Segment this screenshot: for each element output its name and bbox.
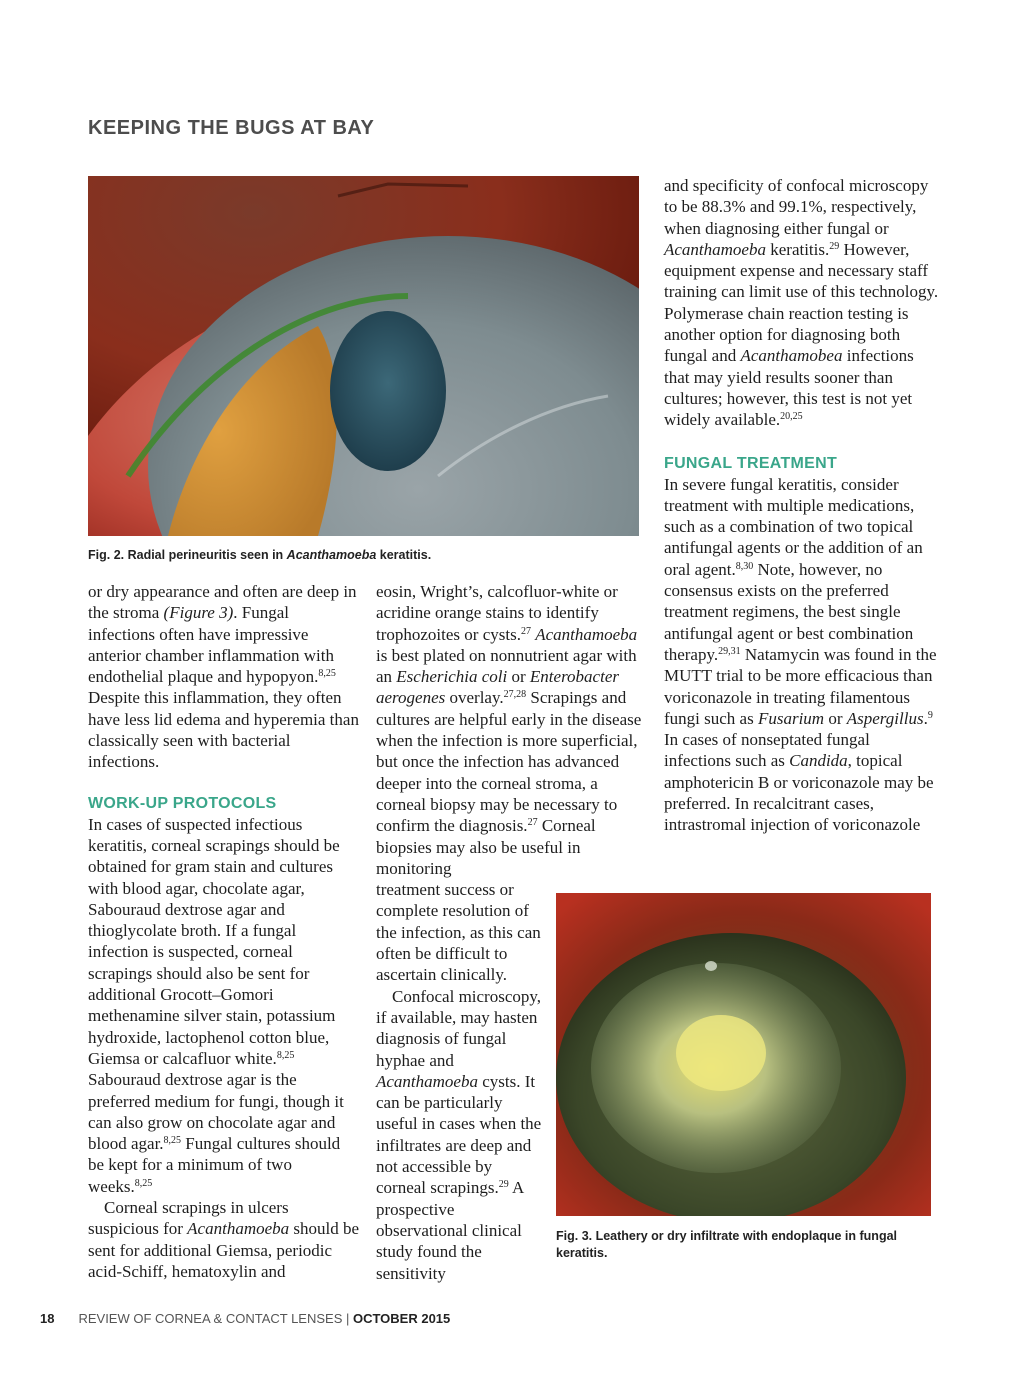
figure-3-caption: Fig. 3. Leathery or dry infiltrate with endoplaque in fungal keratitis. [556,1229,898,1260]
paragraph-continued: treatment success or complete resolution of the infection, as this can often be difficult to ascertain clinically. [376,880,541,985]
paragraph: Corneal scrapings in ulcers suspicious for Acanthamoeba should be sent for additional Giemsa, periodic acid-Schiff, hematoxylin and [88,1198,360,1281]
page-number: 18 [40,1311,55,1326]
section-header: KEEPING THE BUGS AT BAY [88,117,375,139]
column-2 [376,581,644,1284]
figure-2-caption: Fig. 2. Radial perineuritis seen in Acanthamoeba keratitis. [88,548,432,562]
heading-work-up-protocols: WORK-UP PROTOCOLS [88,794,277,812]
paragraph: or dry appearance and often are deep in the stroma (Figure 3). Fungal infections often have impressive anterior chamber inflammation with endothelial plaque and hypopyon.$^{8,25}$ Despite this inflammation, they often have less lid edema and hyperemia than classically seen with bacterial infections. [88,582,359,772]
page-footer [40,1311,450,1326]
paragraph: and specificity of confocal microscopy to be 88.3% and 99.1%, respectively, when diagnosing either fungal or Acanthamoeba keratitis.$^{29}$ However, equipment expense and necessary staff training can limit use of this technology. Polymerase chain reaction testing is another option for diagnosing both fungal and Acanthamobea infections that may yield results sooner than cultures; however, this test is not yet widely available.$^{20,25}$ [664,176,939,430]
paragraph: eosin, Wright’s, calcofluor-white or acridine orange stains to identify trophozoites or cysts.$^{27}$ Acanthamoeba is best plated on nonnutrient agar with an Escherichia coli or Enterobacter aerogenes overlay.$^{27,28}$ Scrapings and cultures are helpful early in the disease when the infection is more superficial, but once the infection has advanced deeper into the corneal stroma, a corneal biopsy may be necessary to confirm the diagnosis.$^{27}$ Corneal biopsies may also be useful in monitoring [376,582,642,878]
publication-name: REVIEW OF CORNEA & CONTACT LENSES | [78,1311,353,1326]
issue-date: OCTOBER 2015 [352,1311,451,1326]
figure-2-photo [88,176,639,536]
paragraph: In severe fungal keratitis, consider treatment with multiple medications, such as a combination of two topical antifungal agents or the addition of an oral agent.$^{8,30}$ Note, however, no consensus exists on the preferred treatment regimens, the best single antifungal agent or best combination therapy.$^{29,31}$ Natamycin was found in the MUTT trial to be more efficacious than voriconazole in treating filamentous fungi such as Fusarium or Aspergillus.$^9$ In cases of nonseptated fungal infections such as Candida, topical amphotericin B or voriconazole may be preferred. In recalcitrant cases, intrastromal injection of voriconazole [664,474,937,835]
paragraph: Confocal microscopy, if available, may hasten diagnosis of fungal hyphae and Acanthamoeba cysts. It can be particularly useful in cases when the infiltrates are deep and not accessible by corneal scrapings.$^{29}$ A prospective observational clinical study found the sensitivity [376,986,542,1283]
column-3 [664,175,940,836]
column-1 [88,581,360,1282]
heading-fungal-treatment: FUNGAL TREATMENT [664,454,838,472]
paragraph: In cases of suspected infectious keratitis, corneal scrapings should be obtained for gram stain and cultures with blood agar, chocolate agar, Sabouraud dextrose agar and thioglycolate broth. If a fungal infection is suspected, corneal scrapings should also be sent for additional Grocott–Gomori methenamine silver stain, potassium hydroxide, lactophenol cotton blue, Giemsa or calcafluor white.$^{8,25}$ Sabouraud dextrose agar is the preferred medium for fungi, though it can also grow on chocolate agar and blood agar.$^{8,25}$ Fungal cultures should be kept for a minimum of two weeks.$^{8,25}$ [88,814,344,1196]
